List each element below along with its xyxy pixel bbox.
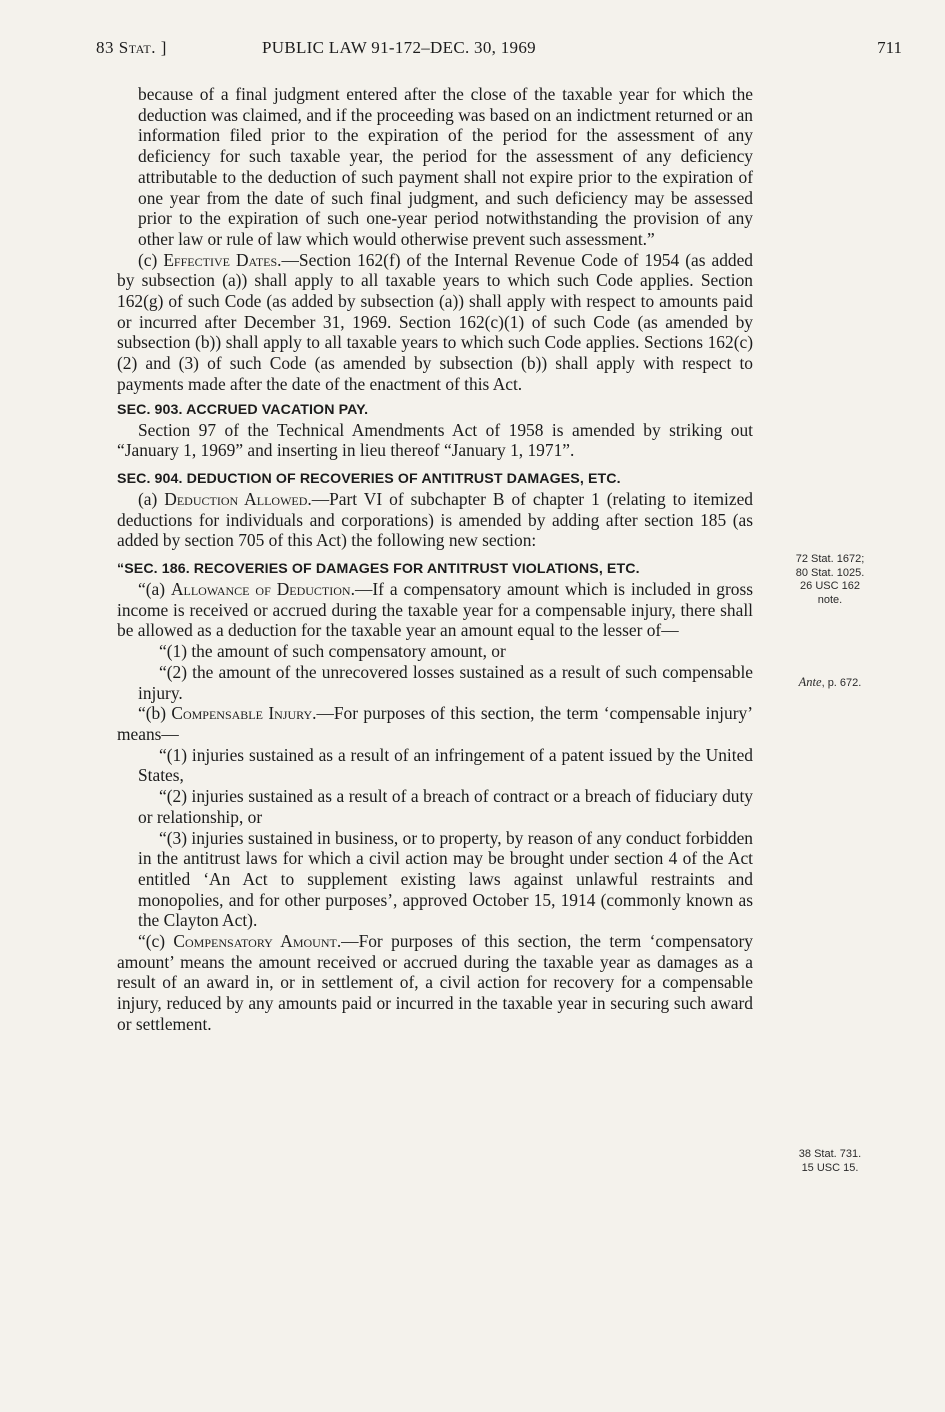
section-186a-paragraph: “(a) Allowance of Deduction.—If a compensatory amount which is included in gross income is received or accrued during the taxable year for a compensable injury, there shall be allowed as a deduction for the taxable year an amount equal to the lesser of— <box>117 579 753 641</box>
section-heading-903: SEC. 903. ACCRUED VACATION PAY. <box>117 401 369 418</box>
section-heading-186: “SEC. 186. RECOVERIES OF DAMAGES FOR ANTITRUST VIOLATIONS, ETC. <box>117 561 640 578</box>
margin-note-citation-903: 72 Stat. 1672; 80 Stat. 1025. 26 USC 162 note. <box>795 553 865 606</box>
section-186b-paragraph: “(b) Compensable Injury.—For purposes of this section, the term ‘compensable injury’ means— <box>117 703 753 744</box>
page-number: 711 <box>877 38 902 57</box>
subsection-heading: Deduction Allowed. <box>164 488 312 509</box>
section-186c-paragraph: “(c) Compensatory Amount.—For purposes of this section, the term ‘compensatory amount’ means the amount received or accrued during the taxable year as damages as a result of an award in, or in settlement of, a civil action for recovery for a compensable injury, reduced by any amounts paid or incurred in the taxable year in securing such award or settlement. <box>117 931 753 1034</box>
clause-a2: “(2) the amount of the unrecovered losses sustained as a result of such compensable injury. <box>138 661 753 703</box>
subsection-heading: Compensable Injury. <box>171 703 317 724</box>
subsection-heading: Allowance of Deduction. <box>170 579 355 600</box>
section-heading-904: SEC. 904. DEDUCTION OF RECOVERIES OF ANTITRUST DAMAGES, ETC. <box>117 470 621 487</box>
continuation-paragraph: because of a final judgment entered after the close of the taxable year for which the deduction was claimed, and if the proceeding was based on an indictment returned or an information filed prior to the expiration of the period for the assessment of any deficiency for such taxable year, the period for the assessment of any deficiency attributable to the deduction of such payment shall not expire prior to the expiration of one year from the date of such final judgment, and such deficiency may be assessed prior to the expiration of such one-year period notwithstanding the provision of any other law or rule of law which would otherwise prevent such assessment.” <box>138 84 753 249</box>
clause-a1: “(1) the amount of such compensatory amount, or <box>159 641 506 662</box>
clause-b2: “(2) injuries sustained as a result of a breach of contract or a breach of fiduciary duty or relationship, or <box>138 786 753 827</box>
effective-dates-paragraph: (c) Effective Dates.—Section 162(f) of the Internal Revenue Code of 1954 (as added by subsection (a)) shall apply to all taxable years to which such Code applies. Section 162(g) of such Code (as added by subsection (a)) shall apply with respect to amounts paid or incurred after December 31, 1969. Section 162(c)(1) of such Code (as amended by subsection (b)) shall apply to all taxable years to which such Code applies. Sections 162(c)(2) and (3) of such Code (as amended by subsection (b)) shall apply with respect to payments made after the date of the enactment of this Act. <box>117 249 753 394</box>
running-header <box>96 38 902 68</box>
margin-note-ante: Ante, p. 672. <box>798 675 862 689</box>
statute-volume: 83 Stat. ] <box>96 38 167 57</box>
subsection-heading: Compensatory Amount. <box>173 931 342 952</box>
margin-note-clayton-act: 38 Stat. 731. 15 USC 15. <box>798 1148 862 1174</box>
section-904a-paragraph: (a) Deduction Allowed.—Part VI of subchapter B of chapter 1 (relating to itemized deductions for individuals and corporations) is amended by adding after section 185 (as added by section 705 of this Act) the following new section: <box>117 488 753 551</box>
clause-b3: “(3) injuries sustained in business, or to property, by reason of any conduct forbidden in the antitrust laws for which a civil action may be brought under section 4 of the Act entitled ‘An Act to supplement existing laws against unlawful restraints and monopolies, and for other purposes’, approved October 15, 1914 (commonly known as the Clayton Act). <box>138 827 753 931</box>
section-903-text: Section 97 of the Technical Amendments Act of 1958 is amended by striking out “January 1, 1969” and inserting in lieu thereof “January 1, 1971”. <box>117 419 753 461</box>
page-body <box>117 84 753 1035</box>
clause-b1: “(1) injuries sustained as a result of an infringement of a patent issued by the United States, <box>138 744 753 786</box>
law-title: PUBLIC LAW 91-172–DEC. 30, 1969 <box>262 38 536 57</box>
subsection-heading: Effective Dates. <box>163 249 282 270</box>
